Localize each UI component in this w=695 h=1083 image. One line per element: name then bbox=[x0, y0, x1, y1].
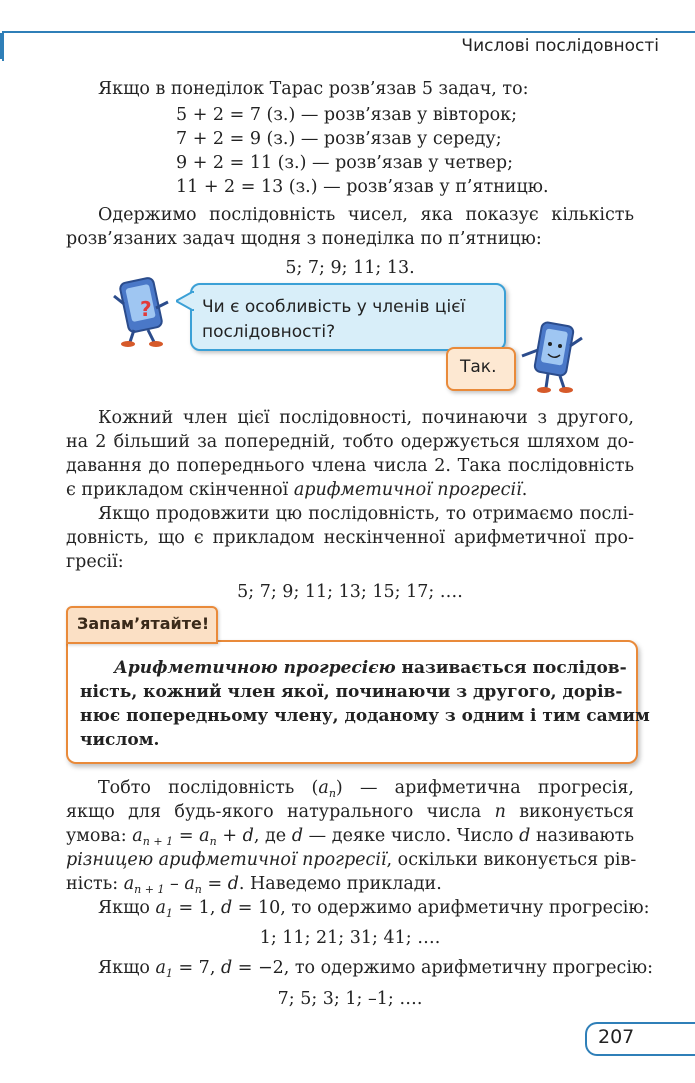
para2-line-1: Кожний член цієї послідовності, починаючи з другого, bbox=[98, 408, 634, 428]
para3-line-1: Якщо продовжити цю послідовність, то отримаємо послі- bbox=[98, 504, 634, 524]
intro-line: Якщо в понеділок Тарас розв’язав 5 задач, то: bbox=[98, 79, 529, 99]
bubble-tail-icon bbox=[176, 291, 194, 311]
intro-paragraph-line-1: Одержимо послідовність чисел, яка показує кількість bbox=[98, 205, 634, 225]
sequence-1: 5; 7; 9; 11; 13. bbox=[285, 258, 415, 278]
term-arithmetic-progression: арифметичної прогресії bbox=[293, 480, 522, 500]
header-accent bbox=[0, 33, 4, 59]
calc-line-1: 5 + 2 = 7 (з.) — розв’язав у вівторок; bbox=[176, 105, 518, 125]
running-title: Числові послідовності bbox=[461, 36, 659, 56]
phone-character-right-icon bbox=[520, 316, 590, 396]
question-line-2: послідовності? bbox=[202, 322, 336, 342]
page-number: 207 bbox=[598, 1026, 635, 1048]
rule-line-4: числом. bbox=[80, 730, 160, 750]
example-1-line: Якщо $a_1 = 1$, d = 10, то одержимо арифметичну прогресію: bbox=[98, 898, 650, 920]
para2-line-4: є прикладом скінченної арифметичної прогресії. bbox=[66, 480, 528, 500]
example-2-line: Якщо $a_1 = 7$, d = −2, то одержимо арифметичну прогресію: bbox=[98, 958, 654, 980]
svg-text:?: ? bbox=[140, 297, 152, 321]
calc-line-4: 11 + 2 = 13 (з.) — розв’язав у п’ятницю. bbox=[176, 177, 549, 197]
rule-line-3: нює попередньому члену, доданому з одним і тим самим bbox=[80, 706, 650, 726]
para2-line-2: на 2 більший за попередній, тобто одержується шляхом до- bbox=[66, 432, 634, 452]
intro-paragraph-line-2: розв’язаних задач щодня з понеділка по п’ятницю: bbox=[66, 229, 542, 249]
rule-line-1: Арифметичною прогресією називається послідов- bbox=[114, 658, 627, 678]
rule-line-2: ність, кожний член якої, починаючи з другого, дорів- bbox=[80, 682, 623, 702]
para2-line-3: давання до попереднього члена числа 2. Така послідовність bbox=[66, 456, 634, 476]
example-1-sequence: 1; 11; 21; 31; 41; …. bbox=[259, 928, 441, 948]
calc-line-2: 7 + 2 = 9 (з.) — розв’язав у середу; bbox=[176, 129, 502, 149]
remember-tab bbox=[66, 606, 218, 644]
para3-line-2: довність, що є прикладом нескінченної арифметичної про- bbox=[66, 528, 634, 548]
answer-text: Так. bbox=[460, 357, 497, 377]
def-line-2: якщо для будь-якого натурального числа n виконується bbox=[66, 802, 634, 822]
question-line-1: Чи є особливість у членів цієї bbox=[202, 297, 466, 317]
para3-line-3: гресії: bbox=[66, 552, 124, 572]
example-2-sequence: 7; 5; 3; 1; –1; …. bbox=[277, 989, 423, 1009]
def-line-5: ність: $a_{n + 1} - a_n = d$. Наведемо приклади. bbox=[66, 874, 442, 896]
calc-line-3: 9 + 2 = 11 (з.) — розв’язав у четвер; bbox=[176, 153, 513, 173]
sequence-2: 5; 7; 9; 11; 13; 15; 17; …. bbox=[237, 582, 463, 602]
def-line-3: умова: $a_{n + 1} = a_n + d$, де d — деяке число. Число d називають bbox=[66, 826, 634, 848]
phone-character-left-icon bbox=[110, 274, 182, 348]
def-line-1: Тобто послідовність $(a_n)$ — арифметична прогресія, bbox=[98, 778, 634, 800]
remember-tab-label: Запам’ятайте! bbox=[77, 614, 210, 633]
def-line-4: різницею арифметичної прогресії, оскільки виконується рів- bbox=[66, 850, 637, 870]
